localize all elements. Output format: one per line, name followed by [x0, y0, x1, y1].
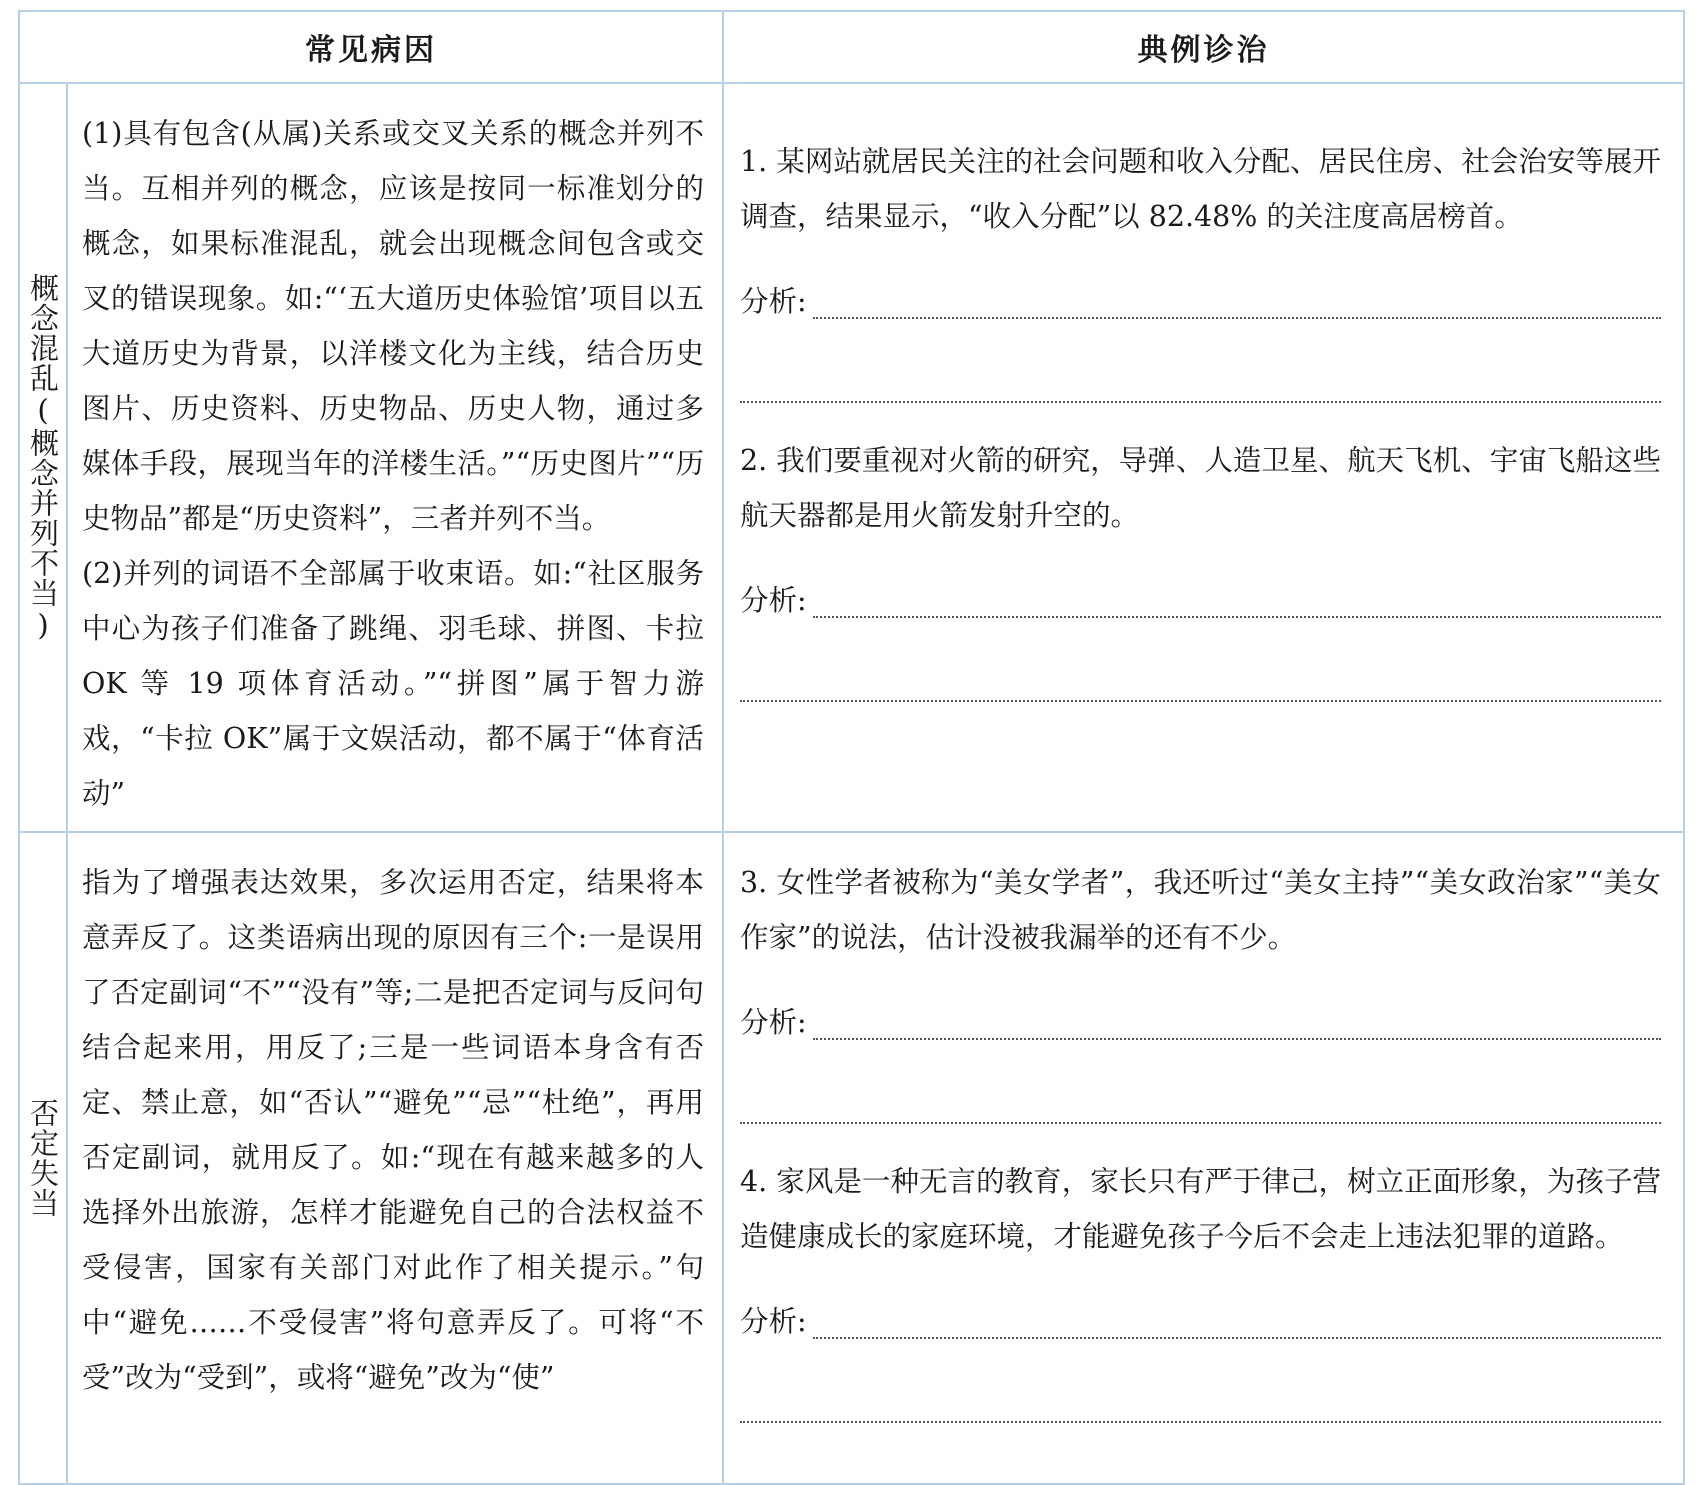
- category-cell: [19, 83, 67, 832]
- header-typical-cases: 典例诊治: [723, 11, 1684, 83]
- example-question: 1. 某网站就居民关注的社会问题和收入分配、居民住房、社会治安等展开调查，结果显示，“收入分配”以 82.48% 的关注度高居榜首。: [740, 145, 1661, 233]
- analysis-label: 分析:: [740, 285, 807, 318]
- answer-blank[interactable]: [813, 596, 1661, 618]
- category-cell: [19, 832, 67, 1484]
- answer-blank[interactable]: [740, 1120, 1661, 1124]
- analysis-line[interactable]: [740, 995, 1661, 1050]
- analysis-line[interactable]: [740, 274, 1661, 329]
- examples-cell: [723, 83, 1684, 832]
- analysis-label: 分析:: [740, 1305, 807, 1338]
- analysis-line[interactable]: [740, 573, 1661, 628]
- cause-paragraph: (1)具有包含(从属)关系或交叉关系的概念并列不当。互相并列的概念，应该是按同一标准划分的概念，如果标准混乱，就会出现概念间包含或交叉的错误现象。如:“‘五大道历史体验馆’项目以五大道历史为背景，以洋楼文化为主线，结合历史图片、历史资料、历史物品、历史人物，通过多媒体手段，展现当年的洋楼生活。”“历史图片”“历史物品”都是“历史资料”，三者并列不当。: [82, 117, 704, 535]
- cause-paragraph: (2)并列的词语不全部属于收束语。如:“社区服务中心为孩子们准备了跳绳、羽毛球、拼图、卡拉OK 等 19 项体育活动。”“拼图”属于智力游戏，“卡拉 OK”属于文娱活动，都不属于“体育活动”: [82, 557, 704, 810]
- category-label: 否定失当: [26, 1098, 60, 1218]
- example-question: 4. 家风是一种无言的教育，家长只有严于律己，树立正面形象，为孩子营造健康成长的家庭环境，才能避免孩子今后不会走上违法犯罪的道路。: [740, 1165, 1661, 1253]
- category-label: 概念混乱(概念并列不当): [26, 272, 60, 643]
- header-common-causes: 常见病因: [19, 11, 723, 83]
- example-block: [740, 433, 1661, 702]
- example-question: 3. 女性学者被称为“美女学者”，我还听过“美女主持”“美女政治家”“美女作家”的说法，估计没被我漏举的还有不少。: [740, 866, 1661, 954]
- answer-blank[interactable]: [813, 297, 1661, 319]
- analysis-label: 分析:: [740, 584, 807, 617]
- cause-paragraph: 指为了增强表达效果，多次运用否定，结果将本意弄反了。这类语病出现的原因有三个:一是误用了否定副词“不”“没有”等;二是把否定词与反问句结合起来用，用反了;三是一些词语本身含有否定、禁止意，如“否认”“避免”“忌”“杜绝”，再用否定副词，就用反了。如:“现在有越来越多的人选择外出旅游，怎样才能避免自己的合法权益不受侵害，国家有关部门对此作了相关提示。”句中“避免……不受侵害”将句意弄反了。可将“不受”改为“受到”，或将“避免”改为“使”: [82, 866, 704, 1394]
- example-question: 2. 我们要重视对火箭的研究，导弹、人造卫星、航天飞机、宇宙飞船这些航天器都是用火箭发射升空的。: [740, 444, 1661, 532]
- answer-blank[interactable]: [813, 1317, 1661, 1339]
- table-header-row: [19, 11, 1684, 83]
- causes-cell: [67, 83, 723, 832]
- causes-cell: [67, 832, 723, 1484]
- example-block: [740, 855, 1661, 1124]
- answer-blank[interactable]: [740, 698, 1661, 702]
- example-block: [740, 1154, 1661, 1423]
- section-row-negation-misuse: [19, 832, 1684, 1484]
- answer-blank[interactable]: [740, 399, 1661, 403]
- section-row-concept-confusion: [19, 83, 1684, 832]
- examples-cell: [723, 832, 1684, 1484]
- answer-blank[interactable]: [813, 1018, 1661, 1040]
- analysis-line[interactable]: [740, 1294, 1661, 1349]
- grammar-error-table: [18, 10, 1685, 1485]
- answer-blank[interactable]: [740, 1419, 1661, 1423]
- example-block: [740, 134, 1661, 403]
- analysis-label: 分析:: [740, 1006, 807, 1039]
